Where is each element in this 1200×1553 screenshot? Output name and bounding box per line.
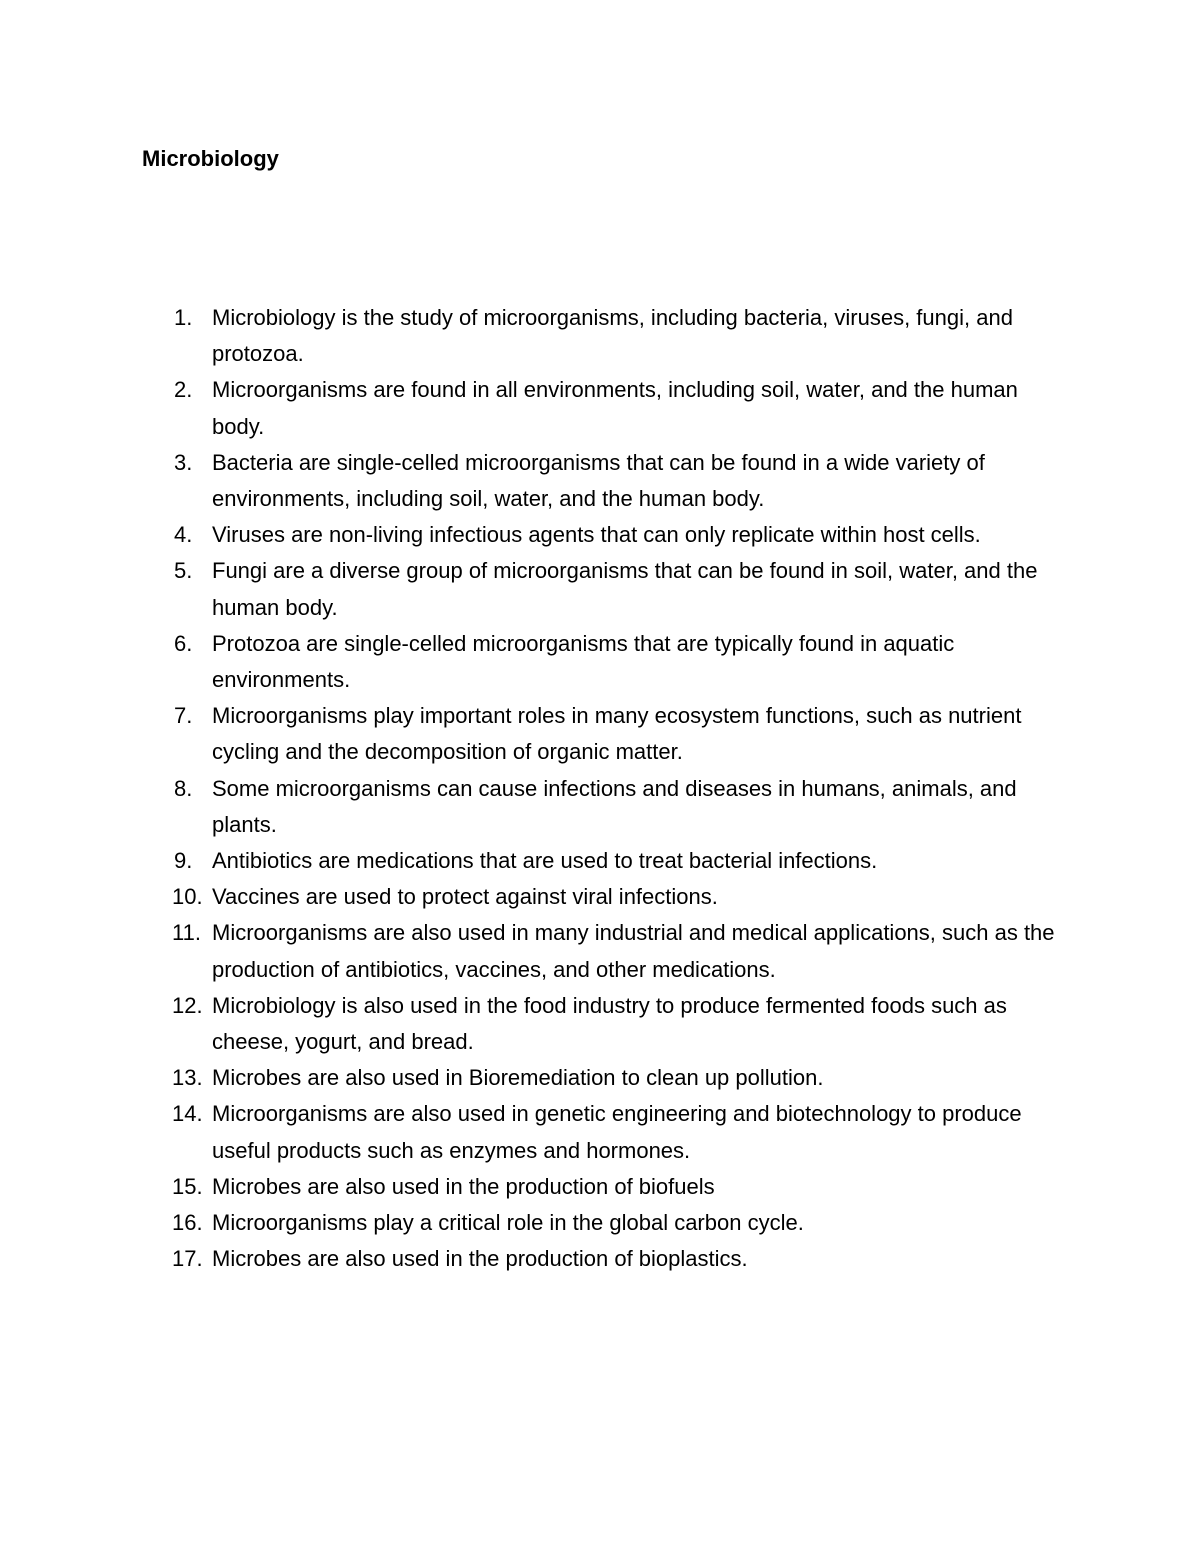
list-item: [142, 1169, 1072, 1205]
list-item-number: 13.: [172, 1065, 203, 1091]
list-item: [142, 1241, 1072, 1277]
list-item: [142, 300, 1072, 372]
list-item: [142, 843, 1072, 879]
list-item-text: Microorganisms play important roles in many ecosystem functions, such as nutrient cycling and the decomposition of organic matter.: [212, 703, 1022, 765]
list-item: [142, 1205, 1072, 1241]
list-item-text: Some microorganisms can cause infections and diseases in humans, animals, and plants.: [212, 775, 1017, 837]
list-item: [142, 445, 1072, 517]
list-item-number: 14.: [172, 1101, 203, 1127]
list-item-text: Protozoa are single-celled microorganisms that are typically found in aquatic environments.: [212, 630, 955, 693]
list-item-number: 16.: [172, 1210, 203, 1236]
document-title: Microbiology: [142, 146, 279, 171]
list-item: [142, 879, 1072, 915]
list-item-text: Bacteria are single-celled microorganisms that can be found in a wide variety of environments, including soil, water, and the human body.: [212, 449, 985, 512]
list-item-text: Vaccines are used to protect against viral infections.: [212, 884, 718, 910]
list-item-text: Viruses are non-living infectious agents that can only replicate within host cells.: [212, 522, 981, 548]
list-item-number: 6.: [174, 630, 193, 656]
list-item-text: Microorganisms play a critical role in the global carbon cycle.: [212, 1210, 804, 1236]
list-item-number: 11.: [172, 920, 201, 946]
list-item-number: 10.: [172, 884, 203, 910]
list-item: [142, 1060, 1072, 1096]
list-item-number: 17.: [172, 1246, 203, 1272]
list-item: [142, 915, 1072, 987]
list-item-number: 1.: [174, 305, 193, 330]
list-item: [142, 553, 1072, 625]
list-item-text: Microbiology is the study of microorganisms, including bacteria, viruses, fungi, and protozoa.: [212, 305, 1013, 367]
list-item-number: 2.: [174, 377, 193, 403]
list-item: [142, 698, 1072, 770]
list-item-number: 4.: [174, 522, 193, 548]
list-item-number: 7.: [174, 703, 193, 729]
list-item-number: 3.: [174, 449, 193, 475]
list-item-text: Microbiology is also used in the food industry to produce fermented foods such as cheese, yogurt, and bread.: [212, 992, 1007, 1055]
list-item: [142, 988, 1072, 1060]
list-item-number: 9.: [174, 848, 193, 874]
list-item-text: Microorganisms are also used in many industrial and medical applications, such as the production of antibiotics, vaccines, and other medications.: [212, 920, 1055, 982]
list-item: [142, 771, 1072, 843]
list-item-number: 12.: [172, 992, 203, 1018]
list-item-text: Microorganisms are also used in genetic engineering and biotechnology to produce useful products such as enzymes and hormones.: [212, 1101, 1022, 1163]
list-item-text: Fungi are a diverse group of microorganisms that can be found in soil, water, and the human body.: [212, 558, 1038, 620]
list-item: [142, 372, 1072, 444]
list-item: [142, 626, 1072, 698]
list-item-text: Antibiotics are medications that are used to treat bacterial infections.: [212, 848, 878, 874]
list-item-text: Microbes are also used in Bioremediation to clean up pollution.: [212, 1065, 824, 1091]
list-item-text: Microbes are also used in the production of bioplastics.: [212, 1246, 748, 1272]
list-item-number: 5.: [174, 558, 193, 584]
list-item: [142, 1096, 1072, 1168]
list-item-number: 15.: [172, 1173, 203, 1199]
fact-list: [142, 300, 1072, 1277]
list-item: [142, 517, 1072, 553]
list-item-text: Microbes are also used in the production of biofuels: [212, 1173, 715, 1199]
list-item-number: 8.: [174, 775, 193, 801]
list-item-text: Microorganisms are found in all environments, including soil, water, and the human body.: [212, 377, 1018, 439]
